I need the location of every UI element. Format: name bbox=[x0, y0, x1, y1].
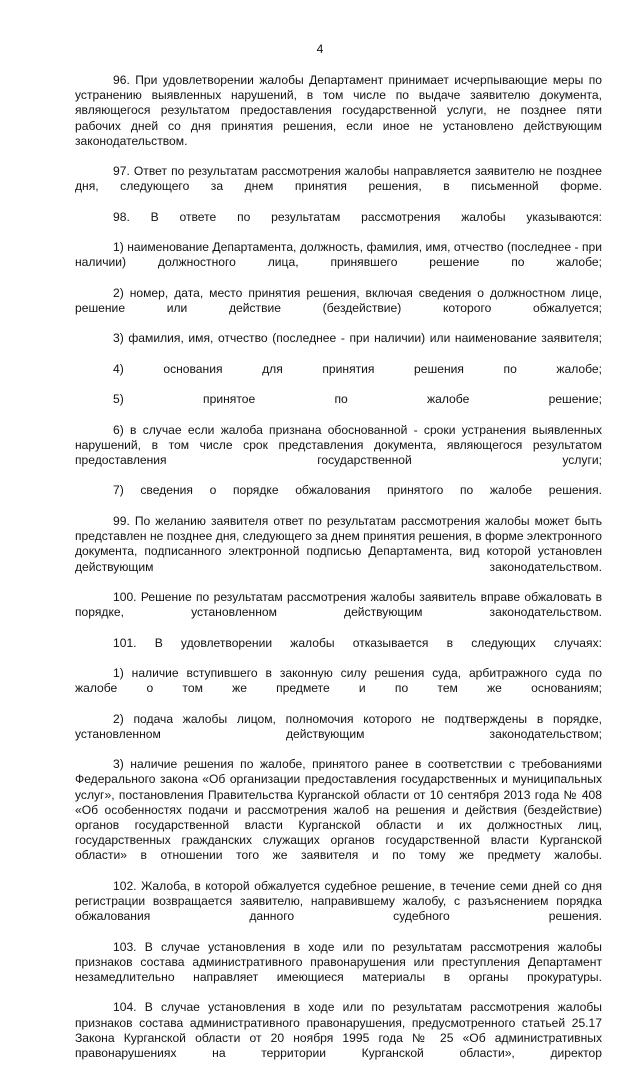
list-item-98-2: 2) номер, дата, место принятия решения, включая сведения о должностном лице, решение или действие (бездействие) которого обжалуется; bbox=[75, 285, 602, 316]
list-item-98-5: 5) принятое по жалобе решение; bbox=[113, 392, 602, 407]
paragraph-96: 96. При удовлетворении жалобы Департамент принимает исчерпывающие меры по устранению выявленных нарушений, в том числе по выдаче заявителю документа, являющегося результатом предоставления государственной услуги, не позднее пяти рабочих дней со дня принятия решения, если иное не установлено действующим законодательством. bbox=[75, 73, 602, 148]
paragraph-101: 101. В удовлетворении жалобы отказывается в следующих случаях: bbox=[113, 635, 602, 650]
list-item-98-7: 7) сведения о порядке обжалования принятого по жалобе решения. bbox=[113, 483, 602, 498]
paragraph-102: 102. Жалоба, в которой обжалуется судебное решение, в течение семи дней со дня регистрации возвращается заявителю, направившему жалобу, с разъяснением порядка обжалования данного судебного решения. bbox=[75, 878, 602, 924]
paragraph-99: 99. По желанию заявителя ответ по результатам рассмотрения жалобы может быть представлен не позднее дня, следующего за днем принятия решения, в форме электронного документа, подписанного электронной подписью Департамента, вид которой установлен действующим законодательством. bbox=[75, 513, 602, 574]
paragraph-98: 98. В ответе по результатам рассмотрения жалобы указываются: bbox=[113, 209, 602, 224]
list-item-98-3: 3) фамилия, имя, отчество (последнее - при наличии) или наименование заявителя; bbox=[113, 331, 602, 346]
list-item-101-2: 2) подача жалобы лицом, полномочия которого не подтверждены в порядке, установленном действующим законодательством; bbox=[75, 711, 602, 741]
paragraph-103: 103. В случае установления в ходе или по результатам рассмотрения жалобы признаков состава административного правонарушения или преступления Департамент незамедлительно направляет имеющиеся материалы в органы прокуратуры. bbox=[75, 939, 602, 984]
list-item-98-6: 6) в случае если жалоба признана обоснованной - сроки устранения выявленных нарушений, в том числе срок представления документа, являющегося результатом предоставления государственной услуги; bbox=[75, 422, 602, 468]
paragraph-100: 100. Решение по результатам рассмотрения жалобы заявитель вправе обжаловать в порядке, установленном действующим законодательством. bbox=[75, 589, 602, 620]
paragraph-97: 97. Ответ по результатам рассмотрения жалобы направляется заявителю не позднее дня, следующего за днем принятия решения, в письменной форме. bbox=[75, 164, 602, 194]
list-item-98-4: 4) основания для принятия решения по жалобе; bbox=[113, 361, 602, 376]
list-item-98-1: 1) наименование Департамента, должность, фамилия, имя, отчество (последнее - при наличии) должностного лица, принявшего решение по жалобе; bbox=[75, 240, 602, 270]
list-item-101-1: 1) наличие вступившего в законную силу решения суда, арбитражного суда по жалобе о том же предмете и по тем же основаниям; bbox=[75, 665, 602, 696]
page-number: 4 bbox=[316, 42, 324, 56]
paragraph-104: 104. В случае установления в ходе или по результатам рассмотрения жалобы признаков состава административного правонарушения, предусмотренного статьей 25.17 Закона Курганской области от 20 ноября 1995 года № 25 «Об административных правонарушениях на территории Курганской области», директор bbox=[75, 1000, 602, 1060]
list-item-101-3: 3) наличие решения по жалобе, принятого ранее в соответствии с требованиями Федерального закона «Об организации предоставления государственных и муниципальных услуг», постановления Правительства Курганской области от 10 сентября 2013 года № 408 «Об особенностях подачи и рассмотрения жалоб на решения и действия (бездействие) органов государственной власти Курганской области и их должностных лиц, государственных гражданских служащих органов государственной власти Курганской области» в отношении того же заявителя и по тому же предмету жалобы. bbox=[75, 757, 602, 863]
document-body bbox=[75, 73, 602, 1076]
